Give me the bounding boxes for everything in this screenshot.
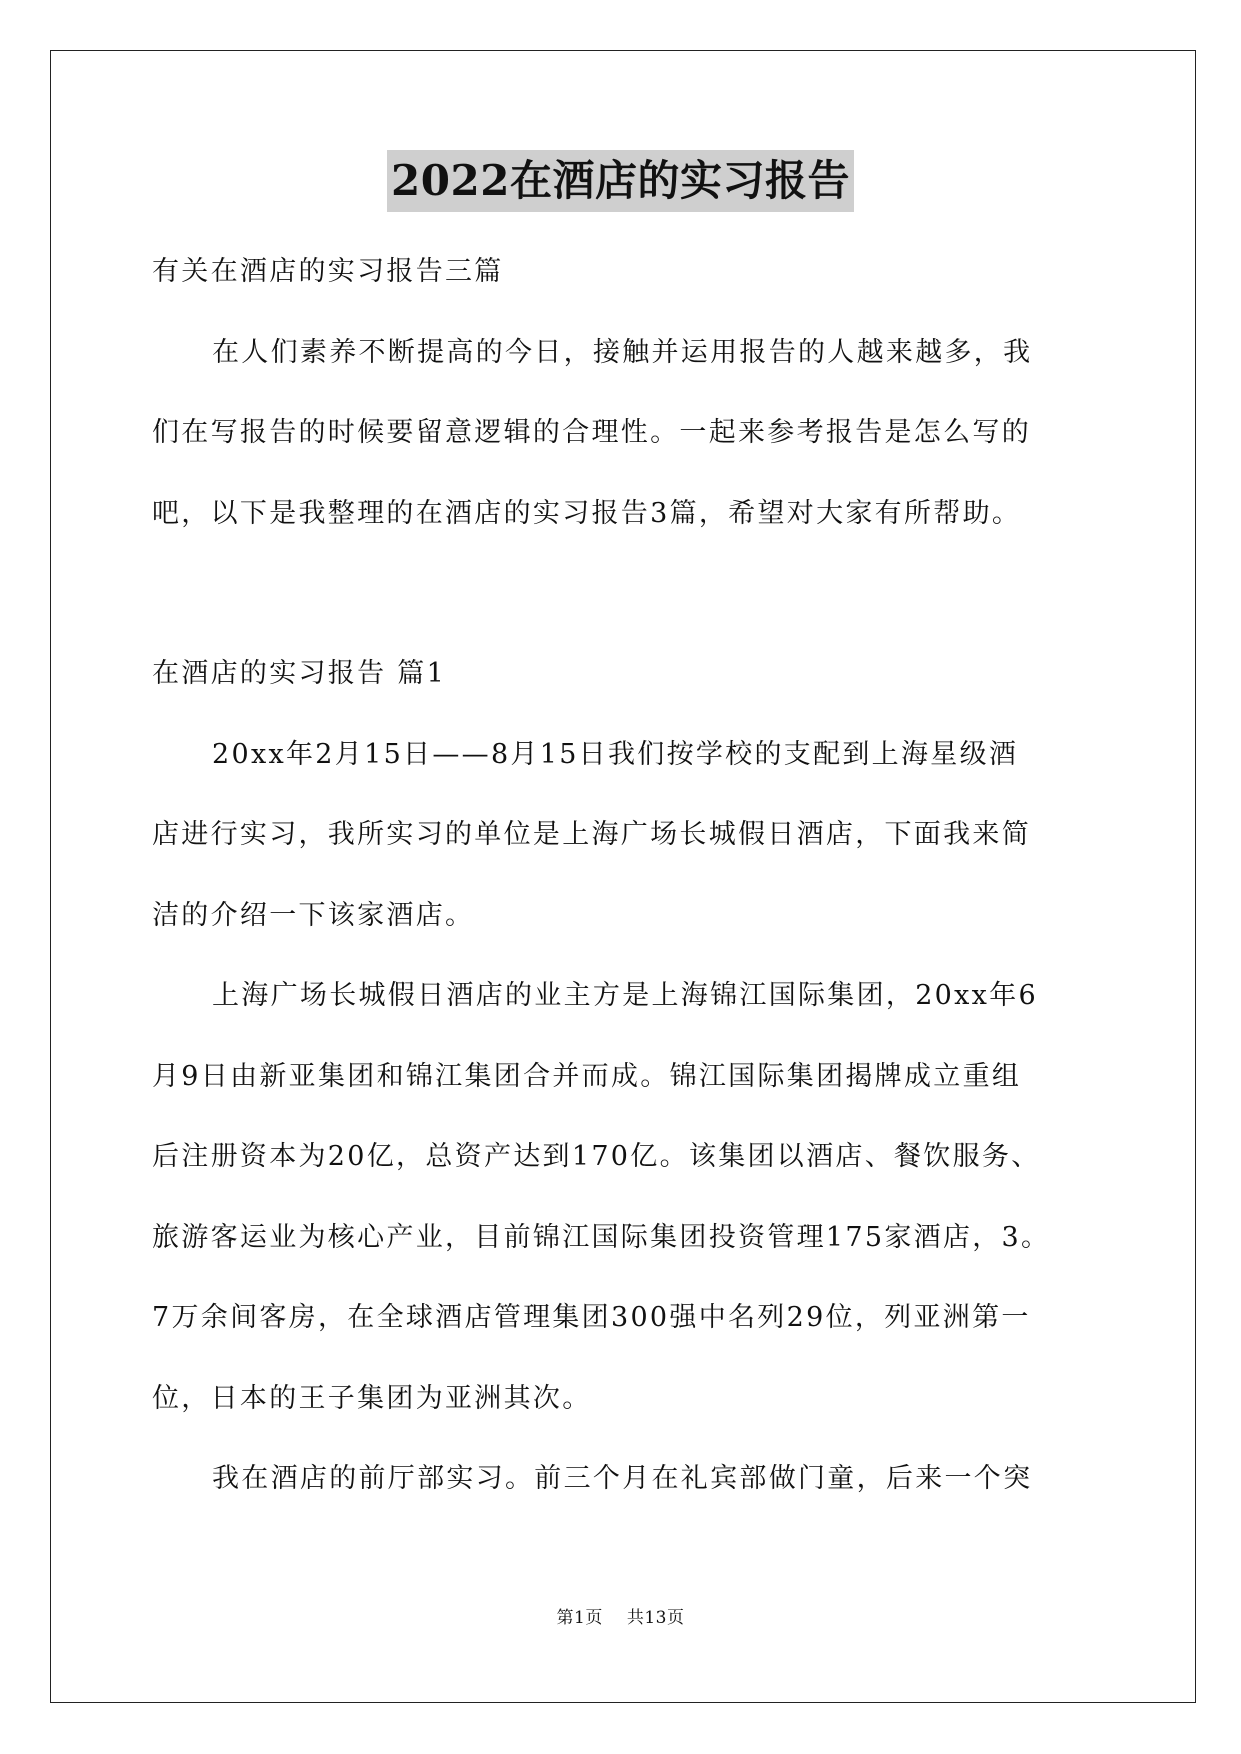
page-footer [0, 1606, 1241, 1630]
paragraph-line: 们在写报告的时候要留意逻辑的合理性。一起来参考报告是怎么写的 [152, 417, 1031, 448]
paragraph-line: 旅游客运业为核心产业，目前锦江国际集团投资管理175家酒店，3。 [152, 1221, 1051, 1253]
paragraph-line: 7万余间客房，在全球酒店管理集团300强中名列29位，列亚洲第一 [152, 1302, 1031, 1333]
paragraph-line: 位，日本的王子集团为亚洲其次。 [152, 1382, 592, 1414]
paragraph-line: 后注册资本为20亿，总资产达到170亿。该集团以酒店、餐饮服务、 [152, 1141, 1041, 1172]
paragraph-line: 店进行实习，我所实习的单位是上海广场长城假日酒店，下面我来简 [152, 819, 1031, 850]
document-title: 2022在酒店的实习报告 [387, 150, 854, 212]
subtitle-line: 有关在酒店的实习报告三篇 [152, 256, 504, 287]
paragraph-line: 20xx年2月15日——8月15日我们按学校的支配到上海星级酒 [212, 738, 1019, 770]
document-body [152, 232, 1092, 1520]
page-total: 共13页 [626, 1608, 685, 1628]
title-container [0, 150, 1241, 212]
blank-spacer [152, 554, 1092, 634]
paragraph-line: 洁的介绍一下该家酒店。 [152, 899, 475, 931]
paragraph-line: 月9日由新亚集团和锦江集团合并而成。锦江国际集团揭牌成立重组 [152, 1060, 1022, 1092]
page-number: 第1页 [556, 1608, 603, 1628]
paragraph-line: 上海广场长城假日酒店的业主方是上海锦江国际集团，20xx年6 [212, 980, 1038, 1011]
paragraph-line: 我在酒店的前厅部实习。前三个月在礼宾部做门童，后来一个突 [212, 1463, 1033, 1494]
section-heading: 在酒店的实习报告 篇1 [152, 658, 447, 689]
paragraph-line: 吧，以下是我整理的在酒店的实习报告3篇，希望对大家有所帮助。 [152, 497, 1022, 529]
paragraph-line: 在人们素养不断提高的今日，接触并运用报告的人越来越多，我 [212, 336, 1033, 368]
